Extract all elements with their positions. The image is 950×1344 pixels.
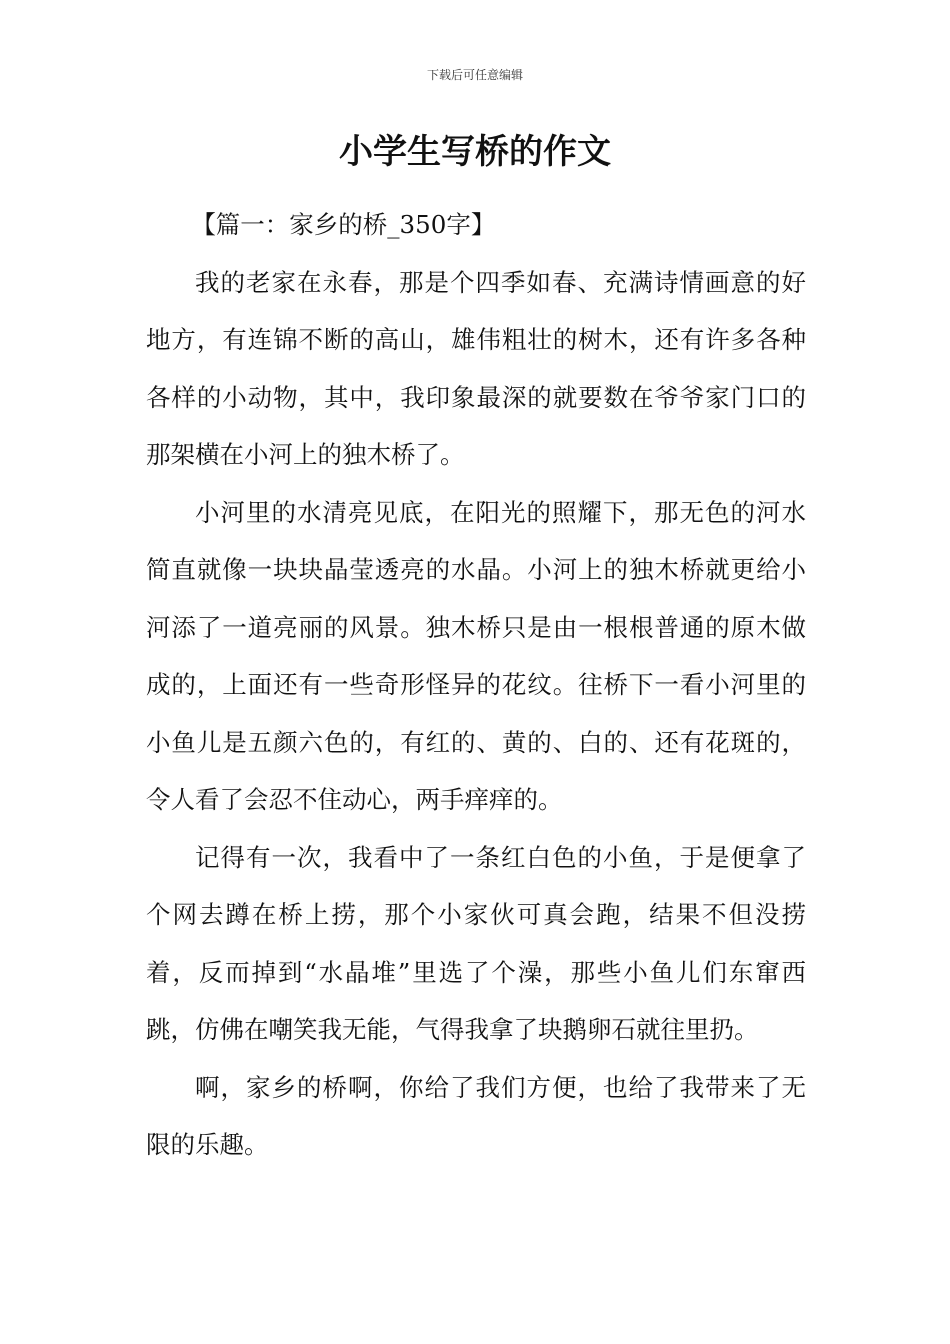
section-heading: 【篇一：家乡的桥_350字】: [191, 210, 496, 239]
document-body: [146, 196, 806, 1174]
document-title: 小学生写桥的作文: [339, 132, 611, 172]
paragraph: 啊，家乡的桥啊，你给了我们方便，也给了我带来了无限的乐趣。: [146, 1072, 806, 1159]
paragraph: 记得有一次，我看中了一条红白色的小鱼，于是便拿了个网去蹲在桥上捞，那个小家伙可真会跑，结果不但没捞着，反而掉到“水晶堆”里选了个澡，那些小鱼儿们东窜西跳，仿佛在嘲笑我无能，气得我拿了块鹅卵石就往里扔。: [146, 842, 806, 1044]
paragraph: 小河里的水清亮见底，在阳光的照耀下，那无色的河水简直就像一块块晶莹透亮的水晶。小河上的独木桥就更给小河添了一道亮丽的风景。独木桥只是由一根根普通的原木做成的，上面还有一些奇形怪异的花纹。往桥下一看小河里的小鱼儿是五颜六色的，有红的、黄的、白的、还有花斑的，令人看了会忍不住动心，两手痒痒的。: [146, 497, 806, 814]
paragraph: 我的老家在永春，那是个四季如春、充满诗情画意的好地方，有连锦不断的高山，雄伟粗壮的树木，还有许多各种各样的小动物，其中，我印象最深的就要数在爷爷家门口的那架横在小河上的独木桥了。: [146, 267, 806, 469]
header-note: 下载后可任意编辑: [426, 68, 523, 82]
